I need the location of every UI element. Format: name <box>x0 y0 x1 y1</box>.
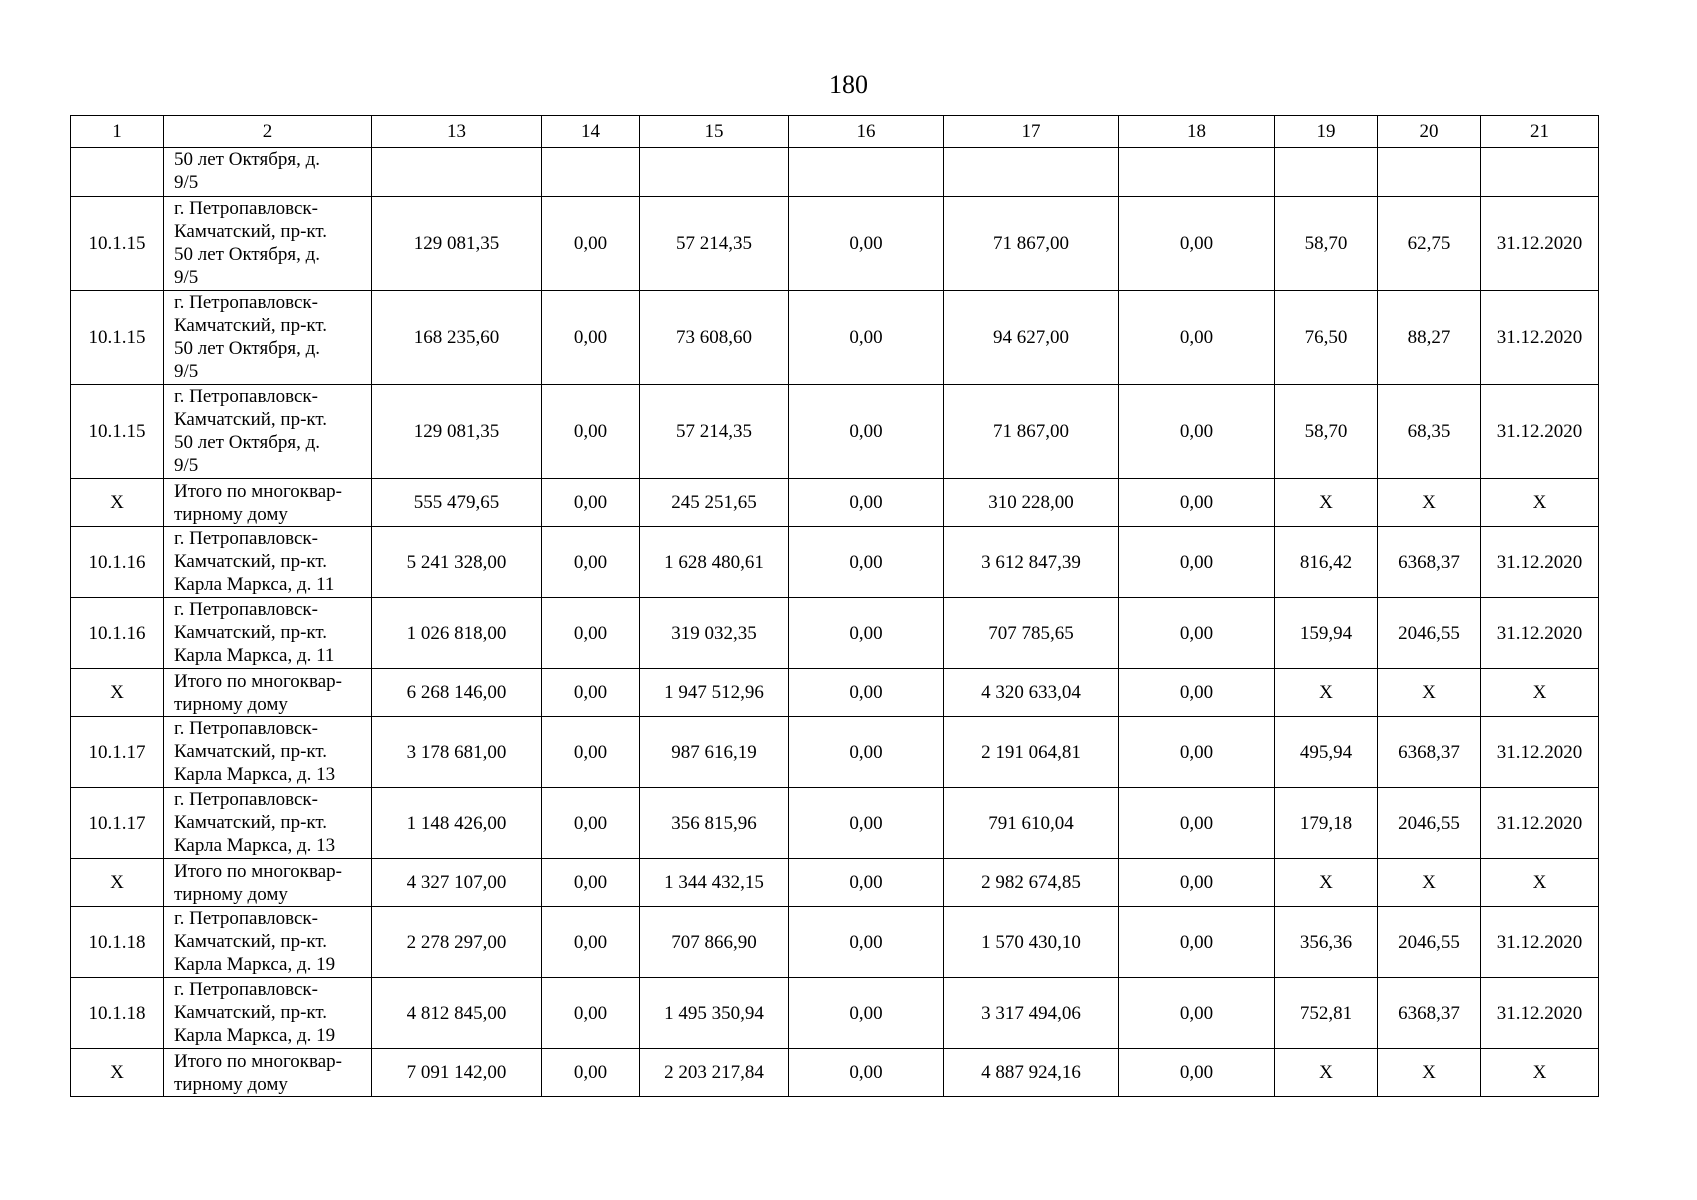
col-13-cell: 129 081,35 <box>372 197 542 291</box>
col-19-cell: Х <box>1275 479 1378 527</box>
item-number-cell: Х <box>71 479 164 527</box>
total-row <box>71 669 1599 717</box>
col-14-cell: 0,00 <box>542 479 640 527</box>
col-17-cell: 2 982 674,85 <box>944 859 1119 907</box>
col-20-cell: Х <box>1378 859 1481 907</box>
header-cell: 13 <box>372 116 542 148</box>
col-15-cell: 1 947 512,96 <box>640 669 789 717</box>
header-cell: 16 <box>789 116 944 148</box>
col-19-cell: Х <box>1275 1049 1378 1097</box>
col-21-cell: 31.12.2020 <box>1481 788 1599 859</box>
col-13-cell: 7 091 142,00 <box>372 1049 542 1097</box>
col-20-cell: 62,75 <box>1378 197 1481 291</box>
col-20-cell: 6368,37 <box>1378 717 1481 788</box>
col-16-cell: 0,00 <box>789 291 944 385</box>
col-17-cell: 2 191 064,81 <box>944 717 1119 788</box>
header-cell: 17 <box>944 116 1119 148</box>
table-row <box>71 385 1599 479</box>
col-13-cell: 555 479,65 <box>372 479 542 527</box>
table-row <box>71 978 1599 1049</box>
col-15-cell: 2 203 217,84 <box>640 1049 789 1097</box>
item-number-cell <box>71 148 164 197</box>
item-number-cell: 10.1.15 <box>71 385 164 479</box>
table-row <box>71 527 1599 598</box>
col-14-cell: 0,00 <box>542 788 640 859</box>
col-18-cell: 0,00 <box>1119 291 1275 385</box>
col-21-cell: 31.12.2020 <box>1481 907 1599 978</box>
col-13-cell <box>372 148 542 197</box>
table-row <box>71 291 1599 385</box>
item-number-cell: 10.1.18 <box>71 978 164 1049</box>
col-14-cell: 0,00 <box>542 385 640 479</box>
col-18-cell: 0,00 <box>1119 978 1275 1049</box>
item-number-cell: Х <box>71 1049 164 1097</box>
col-14-cell: 0,00 <box>542 907 640 978</box>
col-17-cell: 3 317 494,06 <box>944 978 1119 1049</box>
item-number-cell: 10.1.16 <box>71 527 164 598</box>
col-20-cell: 2046,55 <box>1378 788 1481 859</box>
col-21-cell: Х <box>1481 669 1599 717</box>
col-19-cell: 76,50 <box>1275 291 1378 385</box>
col-15-cell: 356 815,96 <box>640 788 789 859</box>
col-16-cell: 0,00 <box>789 385 944 479</box>
col-17-cell: 4 320 633,04 <box>944 669 1119 717</box>
col-21-cell: 31.12.2020 <box>1481 717 1599 788</box>
col-19-cell: 179,18 <box>1275 788 1378 859</box>
address-cell: 50 лет Октября, д. 9/5 <box>164 148 372 197</box>
col-21-cell: 31.12.2020 <box>1481 527 1599 598</box>
col-16-cell: 0,00 <box>789 978 944 1049</box>
col-20-cell: 2046,55 <box>1378 598 1481 669</box>
col-16-cell: 0,00 <box>789 598 944 669</box>
col-16-cell <box>789 148 944 197</box>
col-18-cell: 0,00 <box>1119 669 1275 717</box>
col-19-cell: Х <box>1275 859 1378 907</box>
col-13-cell: 2 278 297,00 <box>372 907 542 978</box>
col-18-cell: 0,00 <box>1119 385 1275 479</box>
col-17-cell: 1 570 430,10 <box>944 907 1119 978</box>
col-16-cell: 0,00 <box>789 479 944 527</box>
col-18-cell: 0,00 <box>1119 907 1275 978</box>
col-16-cell: 0,00 <box>789 907 944 978</box>
col-20-cell: Х <box>1378 1049 1481 1097</box>
header-cell: 20 <box>1378 116 1481 148</box>
col-18-cell: 0,00 <box>1119 1049 1275 1097</box>
col-15-cell: 1 628 480,61 <box>640 527 789 598</box>
col-14-cell: 0,00 <box>542 669 640 717</box>
col-13-cell: 1 026 818,00 <box>372 598 542 669</box>
col-20-cell: 6368,37 <box>1378 527 1481 598</box>
col-15-cell <box>640 148 789 197</box>
col-14-cell: 0,00 <box>542 527 640 598</box>
col-18-cell: 0,00 <box>1119 527 1275 598</box>
col-16-cell: 0,00 <box>789 788 944 859</box>
col-20-cell: 68,35 <box>1378 385 1481 479</box>
col-15-cell: 707 866,90 <box>640 907 789 978</box>
col-15-cell: 1 344 432,15 <box>640 859 789 907</box>
address-cell: Итого по многоквар- тирному дому <box>164 479 372 527</box>
col-14-cell: 0,00 <box>542 717 640 788</box>
col-16-cell: 0,00 <box>789 1049 944 1097</box>
item-number-cell: 10.1.15 <box>71 197 164 291</box>
col-14-cell: 0,00 <box>542 859 640 907</box>
col-19-cell: Х <box>1275 669 1378 717</box>
col-19-cell: 58,70 <box>1275 197 1378 291</box>
address-cell: г. Петропавловск- Камчатский, пр-кт. Карла Маркса, д. 19 <box>164 907 372 978</box>
col-17-cell: 791 610,04 <box>944 788 1119 859</box>
col-13-cell: 6 268 146,00 <box>372 669 542 717</box>
table-row <box>71 788 1599 859</box>
col-15-cell: 245 251,65 <box>640 479 789 527</box>
item-number-cell: Х <box>71 859 164 907</box>
table-body <box>71 148 1599 1097</box>
col-18-cell: 0,00 <box>1119 197 1275 291</box>
col-18-cell: 0,00 <box>1119 717 1275 788</box>
col-17-cell: 71 867,00 <box>944 197 1119 291</box>
address-cell: г. Петропавловск- Камчатский, пр-кт. Карла Маркса, д. 13 <box>164 788 372 859</box>
col-19-cell: 58,70 <box>1275 385 1378 479</box>
header-cell: 2 <box>164 116 372 148</box>
col-21-cell: Х <box>1481 479 1599 527</box>
col-16-cell: 0,00 <box>789 197 944 291</box>
col-19-cell: 356,36 <box>1275 907 1378 978</box>
item-number-cell: 10.1.17 <box>71 788 164 859</box>
col-16-cell: 0,00 <box>789 669 944 717</box>
col-21-cell: Х <box>1481 859 1599 907</box>
header-row <box>71 116 1599 148</box>
col-17-cell: 4 887 924,16 <box>944 1049 1119 1097</box>
col-19-cell: 816,42 <box>1275 527 1378 598</box>
col-20-cell: 88,27 <box>1378 291 1481 385</box>
item-number-cell: 10.1.17 <box>71 717 164 788</box>
col-14-cell: 0,00 <box>542 291 640 385</box>
col-15-cell: 57 214,35 <box>640 385 789 479</box>
header-cell: 18 <box>1119 116 1275 148</box>
table-row <box>71 907 1599 978</box>
col-21-cell: 31.12.2020 <box>1481 978 1599 1049</box>
col-14-cell: 0,00 <box>542 197 640 291</box>
col-13-cell: 129 081,35 <box>372 385 542 479</box>
address-cell: г. Петропавловск- Камчатский, пр-кт. 50 лет Октября, д. 9/5 <box>164 291 372 385</box>
item-number-cell: 10.1.15 <box>71 291 164 385</box>
col-18-cell: 0,00 <box>1119 859 1275 907</box>
item-number-cell: 10.1.16 <box>71 598 164 669</box>
col-21-cell: 31.12.2020 <box>1481 291 1599 385</box>
item-number-cell: 10.1.18 <box>71 907 164 978</box>
total-row <box>71 479 1599 527</box>
col-18-cell: 0,00 <box>1119 598 1275 669</box>
col-21-cell: 31.12.2020 <box>1481 385 1599 479</box>
address-cell: Итого по многоквар- тирному дому <box>164 859 372 907</box>
address-cell: г. Петропавловск- Камчатский, пр-кт. Карла Маркса, д. 11 <box>164 598 372 669</box>
table-row <box>71 197 1599 291</box>
col-14-cell <box>542 148 640 197</box>
col-19-cell: 495,94 <box>1275 717 1378 788</box>
address-cell: г. Петропавловск- Камчатский, пр-кт. 50 лет Октября, д. 9/5 <box>164 197 372 291</box>
col-21-cell: 31.12.2020 <box>1481 598 1599 669</box>
col-15-cell: 319 032,35 <box>640 598 789 669</box>
col-13-cell: 5 241 328,00 <box>372 527 542 598</box>
col-17-cell: 3 612 847,39 <box>944 527 1119 598</box>
address-cell: г. Петропавловск- Камчатский, пр-кт. Карла Маркса, д. 11 <box>164 527 372 598</box>
col-20-cell <box>1378 148 1481 197</box>
col-18-cell: 0,00 <box>1119 788 1275 859</box>
col-14-cell: 0,00 <box>542 1049 640 1097</box>
col-18-cell <box>1119 148 1275 197</box>
col-15-cell: 1 495 350,94 <box>640 978 789 1049</box>
col-14-cell: 0,00 <box>542 978 640 1049</box>
col-16-cell: 0,00 <box>789 717 944 788</box>
header-cell: 19 <box>1275 116 1378 148</box>
total-row <box>71 859 1599 907</box>
header-cell: 1 <box>71 116 164 148</box>
col-21-cell: 31.12.2020 <box>1481 197 1599 291</box>
col-17-cell <box>944 148 1119 197</box>
col-17-cell: 71 867,00 <box>944 385 1119 479</box>
col-17-cell: 94 627,00 <box>944 291 1119 385</box>
col-16-cell: 0,00 <box>789 527 944 598</box>
col-13-cell: 168 235,60 <box>372 291 542 385</box>
col-20-cell: 2046,55 <box>1378 907 1481 978</box>
col-15-cell: 57 214,35 <box>640 197 789 291</box>
header-cell: 21 <box>1481 116 1599 148</box>
col-19-cell: 159,94 <box>1275 598 1378 669</box>
header-cell: 15 <box>640 116 789 148</box>
table-row <box>71 148 1599 197</box>
col-15-cell: 987 616,19 <box>640 717 789 788</box>
col-20-cell: Х <box>1378 479 1481 527</box>
page-number: 180 <box>829 70 868 99</box>
address-cell: Итого по многоквар- тирному дому <box>164 669 372 717</box>
col-20-cell: 6368,37 <box>1378 978 1481 1049</box>
col-18-cell: 0,00 <box>1119 479 1275 527</box>
table-row <box>71 717 1599 788</box>
col-17-cell: 310 228,00 <box>944 479 1119 527</box>
col-13-cell: 3 178 681,00 <box>372 717 542 788</box>
col-13-cell: 1 148 426,00 <box>372 788 542 859</box>
col-21-cell: Х <box>1481 1049 1599 1097</box>
address-cell: Итого по многоквар- тирному дому <box>164 1049 372 1097</box>
col-20-cell: Х <box>1378 669 1481 717</box>
col-17-cell: 707 785,65 <box>944 598 1119 669</box>
address-cell: г. Петропавловск- Камчатский, пр-кт. Карла Маркса, д. 13 <box>164 717 372 788</box>
col-19-cell: 752,81 <box>1275 978 1378 1049</box>
col-14-cell: 0,00 <box>542 598 640 669</box>
col-19-cell <box>1275 148 1378 197</box>
col-16-cell: 0,00 <box>789 859 944 907</box>
table-row <box>71 598 1599 669</box>
total-row <box>71 1049 1599 1097</box>
col-15-cell: 73 608,60 <box>640 291 789 385</box>
header-cell: 14 <box>542 116 640 148</box>
data-table <box>70 115 1599 1097</box>
col-21-cell <box>1481 148 1599 197</box>
address-cell: г. Петропавловск- Камчатский, пр-кт. 50 лет Октября, д. 9/5 <box>164 385 372 479</box>
address-cell: г. Петропавловск- Камчатский, пр-кт. Карла Маркса, д. 19 <box>164 978 372 1049</box>
col-13-cell: 4 327 107,00 <box>372 859 542 907</box>
item-number-cell: Х <box>71 669 164 717</box>
col-13-cell: 4 812 845,00 <box>372 978 542 1049</box>
